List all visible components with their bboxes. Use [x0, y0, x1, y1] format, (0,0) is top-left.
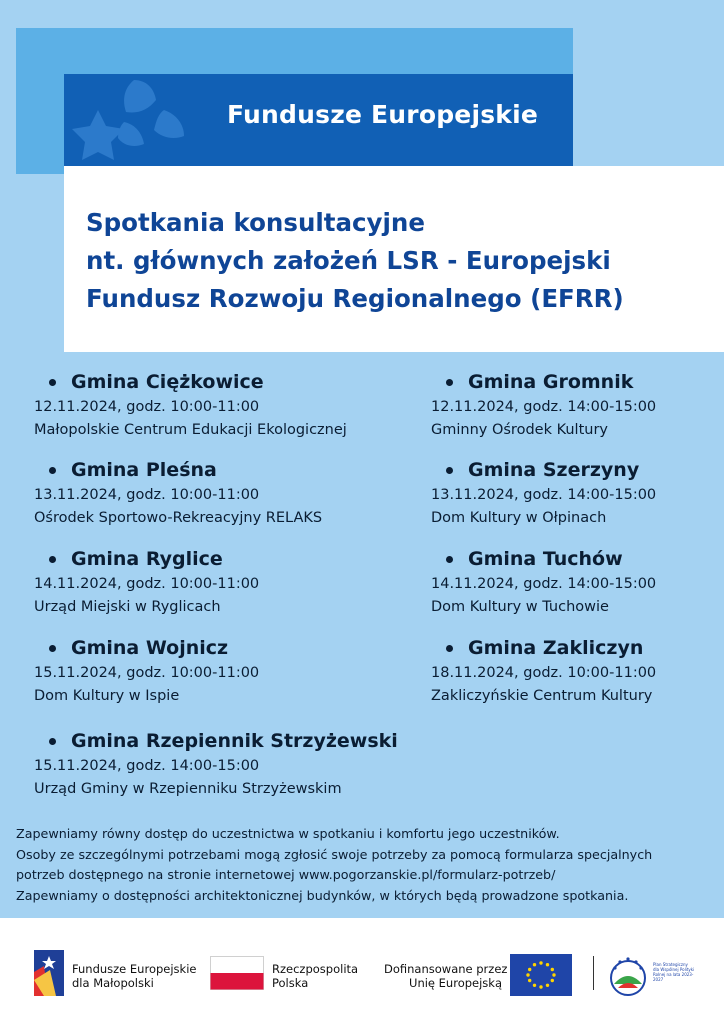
bullet-icon	[446, 645, 453, 652]
bullet-icon	[49, 645, 56, 652]
meeting-gmina: Gmina Gromnik	[431, 368, 656, 396]
meeting-place: Ośrodek Sportowo-Rekreacyjny RELAKS	[34, 510, 323, 526]
meeting-gmina: Gmina Rzepiennik Strzyżewski	[34, 727, 398, 755]
meeting-gmina: Gmina Wojnicz	[34, 634, 259, 662]
page-title	[86, 204, 624, 318]
bullet-icon	[49, 467, 56, 474]
meeting-item	[34, 634, 259, 708]
bullet-icon	[49, 556, 56, 563]
fundusze-europejskie-logo-icon	[34, 950, 64, 996]
eu-flag-icon	[510, 954, 572, 996]
meeting-date: 14.11.2024, godz. 10:00-11:00	[34, 576, 260, 592]
meeting-date: 14.11.2024, godz. 14:00-15:00	[431, 576, 657, 592]
meeting-item	[34, 545, 259, 619]
accessibility-notice	[16, 824, 652, 907]
fe-malopolska-label: Fundusze Europejskie dla Małopolski	[72, 962, 197, 990]
fundusze-europejskie-banner	[64, 74, 573, 166]
meeting-place: Dom Kultury w Tuchowie	[431, 599, 609, 615]
meeting-item	[431, 545, 656, 619]
lgd-pogorzanskie-logo-icon	[606, 954, 650, 998]
meeting-gmina: Gmina Zakliczyn	[431, 634, 656, 662]
meeting-item	[431, 456, 656, 530]
meeting-place: Gminny Ośrodek Kultury	[431, 422, 608, 438]
meeting-date: 12.11.2024, godz. 14:00-15:00	[431, 399, 657, 415]
meeting-place: Dom Kultury w Ispie	[34, 688, 180, 704]
title-line-1: Spotkania konsultacyjne	[86, 208, 425, 237]
notice-line: potrzeb dostępnego na stronie internetowej www.pogorzanskie.pl/formularz-potrzeb/	[16, 867, 556, 883]
eu-cofunding-label: Dofinansowane przez Unię Europejską	[384, 962, 508, 990]
title-line-3: Fundusz Rozwoju Regionalnego (EFRR)	[86, 284, 624, 313]
meeting-gmina: Gmina Tuchów	[431, 545, 656, 573]
meeting-date: 12.11.2024, godz. 10:00-11:00	[34, 399, 260, 415]
eu-stars-icon	[64, 74, 204, 166]
polish-flag-icon	[210, 956, 264, 990]
meeting-date: 13.11.2024, godz. 10:00-11:00	[34, 487, 260, 503]
meeting-item	[431, 634, 656, 708]
meeting-gmina: Gmina Ryglice	[34, 545, 259, 573]
meeting-place: Urząd Gminy w Rzepienniku Strzyżewskim	[34, 781, 342, 797]
meeting-item	[431, 368, 656, 442]
bullet-icon	[446, 467, 453, 474]
title-box	[64, 166, 724, 352]
meeting-place: Zakliczyńskie Centrum Kultury	[431, 688, 653, 704]
meeting-gmina: Gmina Ciężkowice	[34, 368, 347, 396]
bullet-icon	[49, 738, 56, 745]
meeting-item	[34, 456, 322, 530]
title-line-2: nt. głównych założeń LSR - Europejski	[86, 246, 611, 275]
rzeczpospolita-label: Rzeczpospolita Polska	[272, 962, 359, 990]
meeting-gmina: Gmina Szerzyny	[431, 456, 656, 484]
divider	[593, 956, 594, 990]
meeting-place: Dom Kultury w Ołpinach	[431, 510, 607, 526]
meeting-place: Małopolskie Centrum Edukacji Ekologicznej	[34, 422, 347, 438]
meeting-item	[34, 727, 398, 801]
bullet-icon	[446, 556, 453, 563]
meeting-date: 15.11.2024, godz. 10:00-11:00	[34, 665, 260, 681]
meeting-place: Urząd Miejski w Ryglicach	[34, 599, 221, 615]
meeting-gmina: Gmina Pleśna	[34, 456, 322, 484]
banner-title: Fundusze Europejskie	[227, 100, 539, 129]
footer-logos	[0, 918, 724, 1024]
notice-line: Osoby ze szczególnymi potrzebami mogą zgłosić swoje potrzeby za pomocą formularza specjalnych	[16, 846, 653, 862]
notice-line: Zapewniamy o dostępności architektonicznej budynków, w których będą prowadzone spotkania.	[16, 888, 629, 904]
lgd-small-caption: Plan Strategiczny dla Wspólnej Polityki Rolnej na lata 2023-2027	[653, 962, 695, 982]
meeting-date: 15.11.2024, godz. 14:00-15:00	[34, 758, 260, 774]
bullet-icon	[446, 379, 453, 386]
meeting-date: 13.11.2024, godz. 14:00-15:00	[431, 487, 657, 503]
meeting-item	[34, 368, 347, 442]
meeting-date: 18.11.2024, godz. 10:00-11:00	[431, 665, 657, 681]
bullet-icon	[49, 379, 56, 386]
notice-line: Zapewniamy równy dostęp do uczestnictwa w spotkaniu i komfortu jego uczestników.	[16, 826, 560, 841]
